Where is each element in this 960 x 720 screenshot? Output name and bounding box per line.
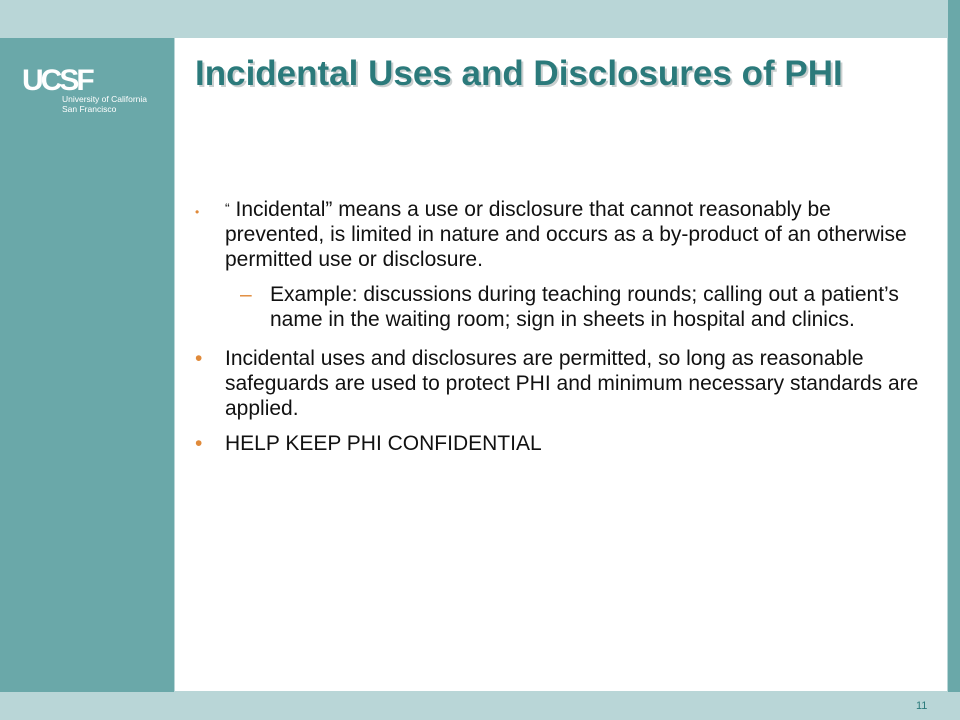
logo-mark: UCSF	[22, 64, 92, 97]
bullet-item-confidential	[192, 431, 922, 456]
bottom-band	[0, 692, 960, 720]
bullet-marker: •	[195, 432, 203, 455]
left-panel	[0, 38, 174, 692]
bullet-text: Incidental” means a use or disclosure that cannot reasonably be prevented, is limited in nature and occurs as a by-product of an otherwise permitted use or disclosure.	[225, 198, 907, 271]
page-number: 11	[916, 700, 928, 712]
logo-line-university: University of California	[62, 94, 148, 104]
sub-bullet-text: Example: discussions during teaching rounds; calling out a patient’s name in the waiting room; sign in sheets in hospital and clinics.	[270, 283, 899, 331]
right-strip	[948, 0, 960, 720]
top-band	[0, 0, 960, 38]
open-quote: “	[225, 200, 230, 216]
bullet-item-definition	[192, 196, 922, 272]
logo-line-city: San Francisco	[62, 104, 117, 114]
bullet-list	[192, 196, 922, 466]
sub-bullet-marker: –	[240, 283, 252, 306]
sub-bullet-example	[192, 282, 922, 332]
bullet-marker: •	[195, 347, 203, 370]
bullet-marker: •	[195, 205, 200, 219]
slide-title: Incidental Uses and Disclosures of PHI	[195, 54, 843, 93]
bullet-item-permitted	[192, 346, 922, 421]
bullet-text: Incidental uses and disclosures are permitted, so long as reasonable safeguards are used to protect PHI and minimum necessary standards are applied.	[225, 347, 919, 420]
ucsf-logo	[22, 66, 147, 114]
bullet-text: HELP KEEP PHI CONFIDENTIAL	[225, 432, 542, 455]
